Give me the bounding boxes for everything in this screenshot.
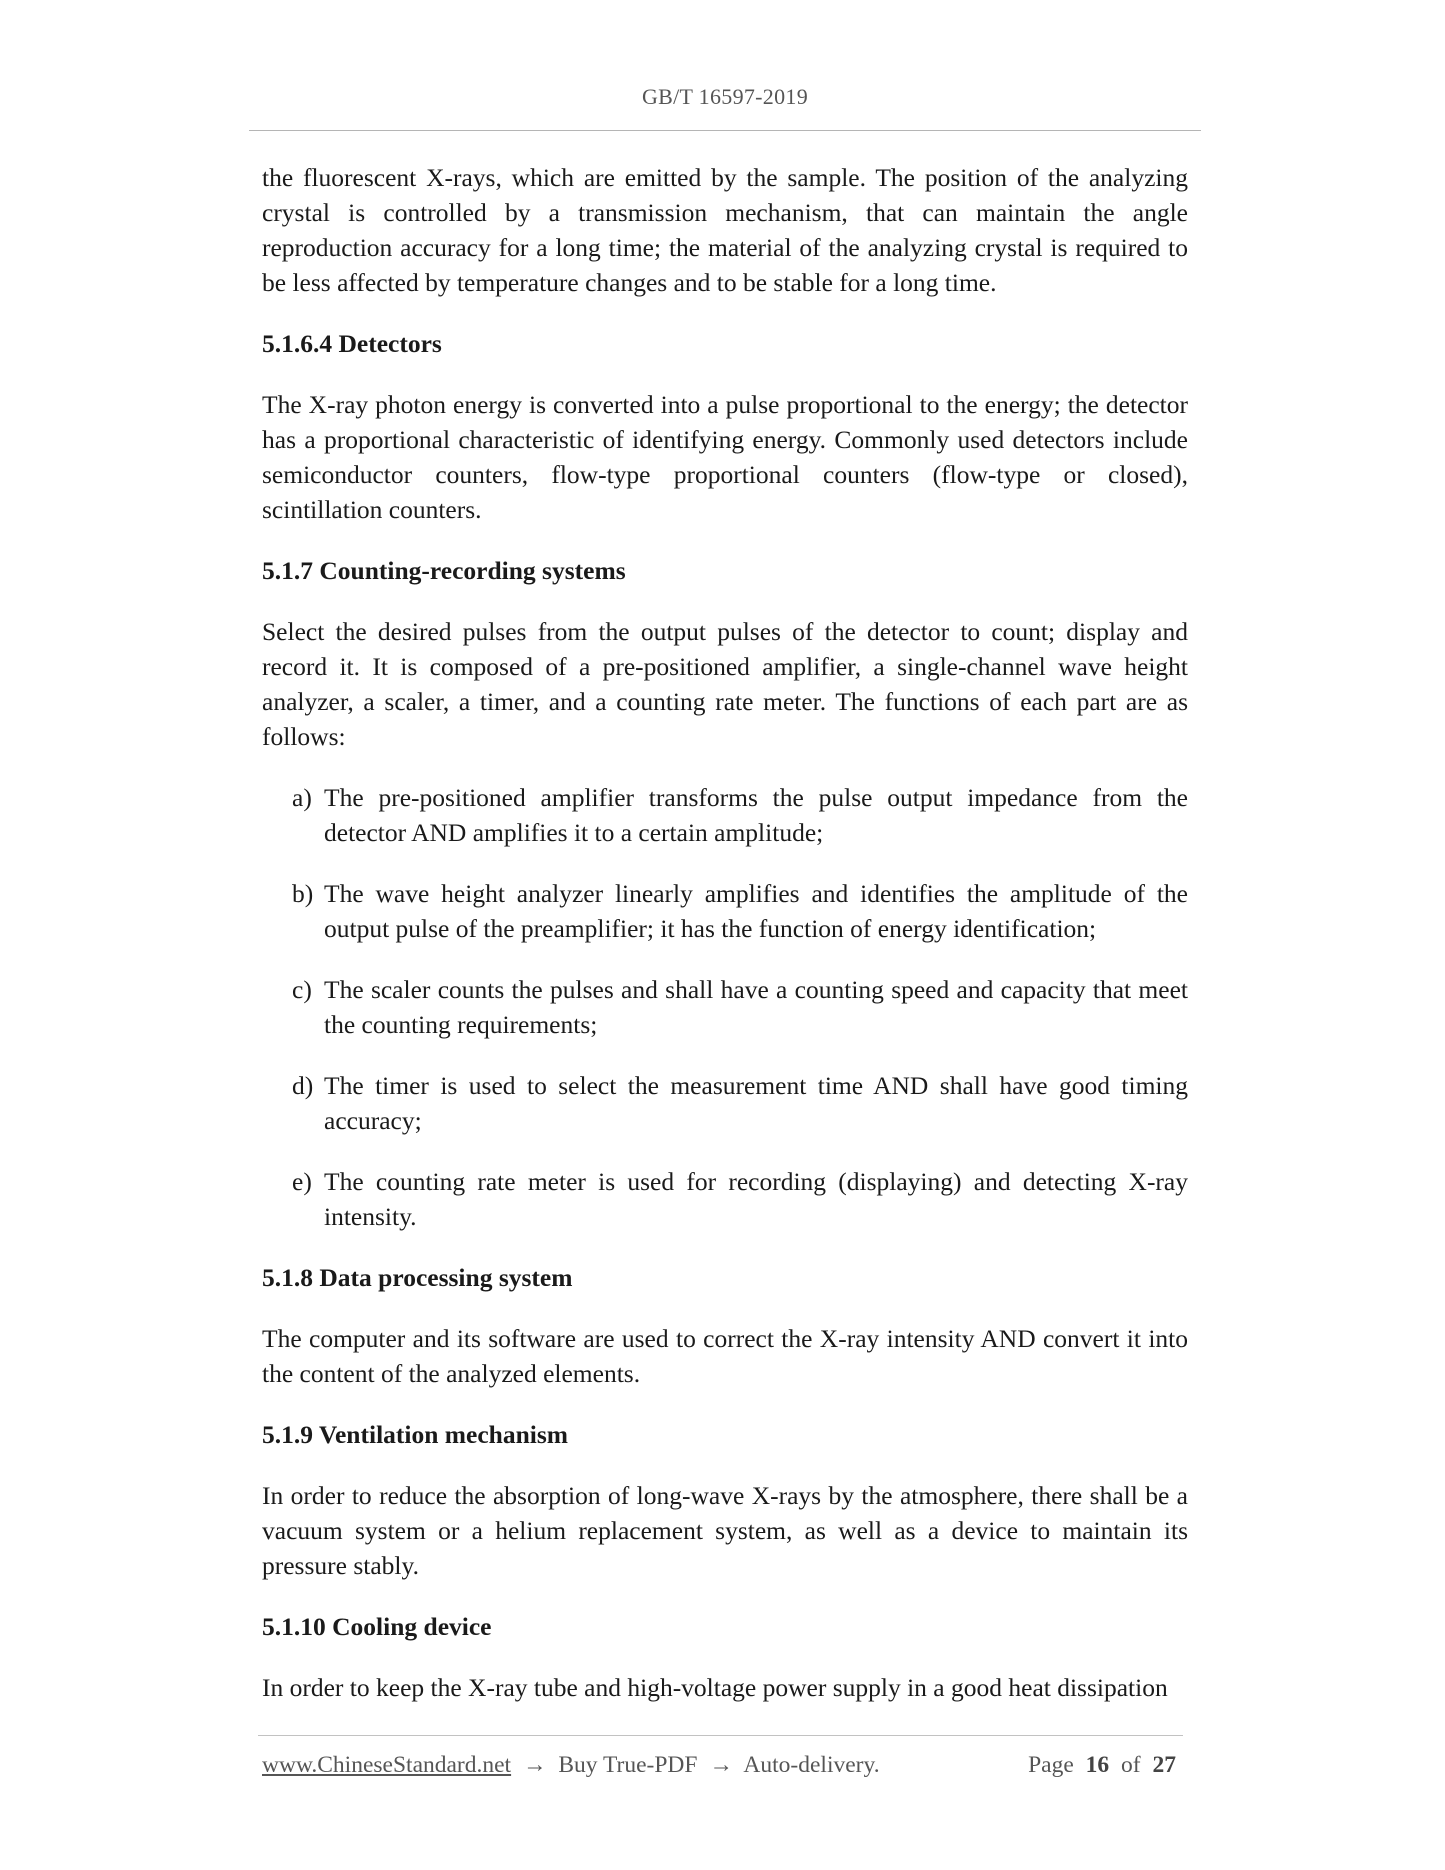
section-heading-cooling: 5.1.10 Cooling device [262, 1612, 492, 1641]
section-text-counting: Select the desired pulses from the output pulses of the detector to count; display and record it. It is composed of a pre-positioned amplifier, a single-channel wave height analyzer, a scaler, a timer, and a counting rate meter. The functions of each part are as follows: [262, 617, 1188, 751]
website-link[interactable]: www.ChineseStandard.net [262, 1752, 512, 1778]
page-number: 16 [1085, 1752, 1110, 1778]
page-indicator [1028, 1752, 1182, 1779]
list-item [262, 780, 1188, 850]
footer-promo [262, 1752, 880, 1779]
list-item-text: The timer is used to select the measurement time AND shall have good timing accuracy; [324, 1071, 1188, 1135]
list-item [262, 1164, 1188, 1234]
arrow-right-icon: → [709, 1752, 733, 1778]
list-marker: c) [292, 975, 312, 1004]
page-content [262, 160, 1188, 1705]
list-marker: e) [292, 1167, 312, 1196]
list-marker: a) [292, 783, 312, 812]
list-marker: b) [292, 879, 314, 908]
section-text-detectors: The X-ray photon energy is converted into a pulse proportional to the energy; the detector has a proportional characteristic of identifying energy. Commonly used detectors include semiconductor counters, flow-type proportional counters (flow-type or closed), scintillation counters. [262, 390, 1188, 524]
of-label: of [1121, 1752, 1141, 1778]
page-label: Page [1028, 1752, 1074, 1778]
arrow-right-icon: → [522, 1752, 547, 1778]
section-text-cooling: In order to keep the X-ray tube and high-voltage power supply in a good heat dissipation [262, 1673, 1168, 1702]
list-item-text: The pre-positioned amplifier transforms the pulse output impedance from the detector AND amplifies it to a certain amplitude; [324, 783, 1188, 847]
list-item [262, 876, 1188, 946]
buy-pdf-text: Buy True-PDF [558, 1752, 698, 1778]
intro-paragraph: the fluorescent X-rays, which are emitted by the sample. The position of the analyzing crystal is controlled by a transmission mechanism, that can maintain the angle reproduction accuracy for a long time; the material of the analyzing crystal is required to be less affected by temperature changes and to be stable for a long time. [262, 163, 1188, 297]
section-text-data-processing: The computer and its software are used to correct the X-ray intensity AND convert it into the content of the analyzed elements. [262, 1324, 1188, 1388]
list-marker: d) [292, 1071, 314, 1100]
section-text-ventilation: In order to reduce the absorption of long-wave X-rays by the atmosphere, there shall be a vacuum system or a helium replacement system, as well as a device to maintain its pressure stably. [262, 1481, 1188, 1580]
section-heading-counting: 5.1.7 Counting-recording systems [262, 556, 626, 585]
header-divider [249, 130, 1201, 131]
counting-parts-list [262, 780, 1188, 1234]
list-item [262, 1068, 1188, 1138]
section-heading-ventilation: 5.1.9 Ventilation mechanism [262, 1420, 569, 1449]
document-header: GB/T 16597-2019 [641, 84, 809, 109]
footer-divider [258, 1735, 1183, 1736]
list-item-text: The wave height analyzer linearly amplifies and identifies the amplitude of the output pulse of the preamplifier; it has the function of energy identification; [324, 879, 1188, 943]
auto-delivery-text: Auto-delivery. [743, 1752, 880, 1778]
list-item-text: The scaler counts the pulses and shall have a counting speed and capacity that meet the counting requirements; [324, 975, 1188, 1039]
section-heading-data-processing: 5.1.8 Data processing system [262, 1263, 573, 1292]
list-item-text: The counting rate meter is used for recording (displaying) and detecting X-ray intensity. [324, 1167, 1188, 1231]
page-total: 27 [1152, 1752, 1176, 1778]
list-item [262, 972, 1188, 1042]
section-heading-detectors: 5.1.6.4 Detectors [262, 329, 442, 358]
